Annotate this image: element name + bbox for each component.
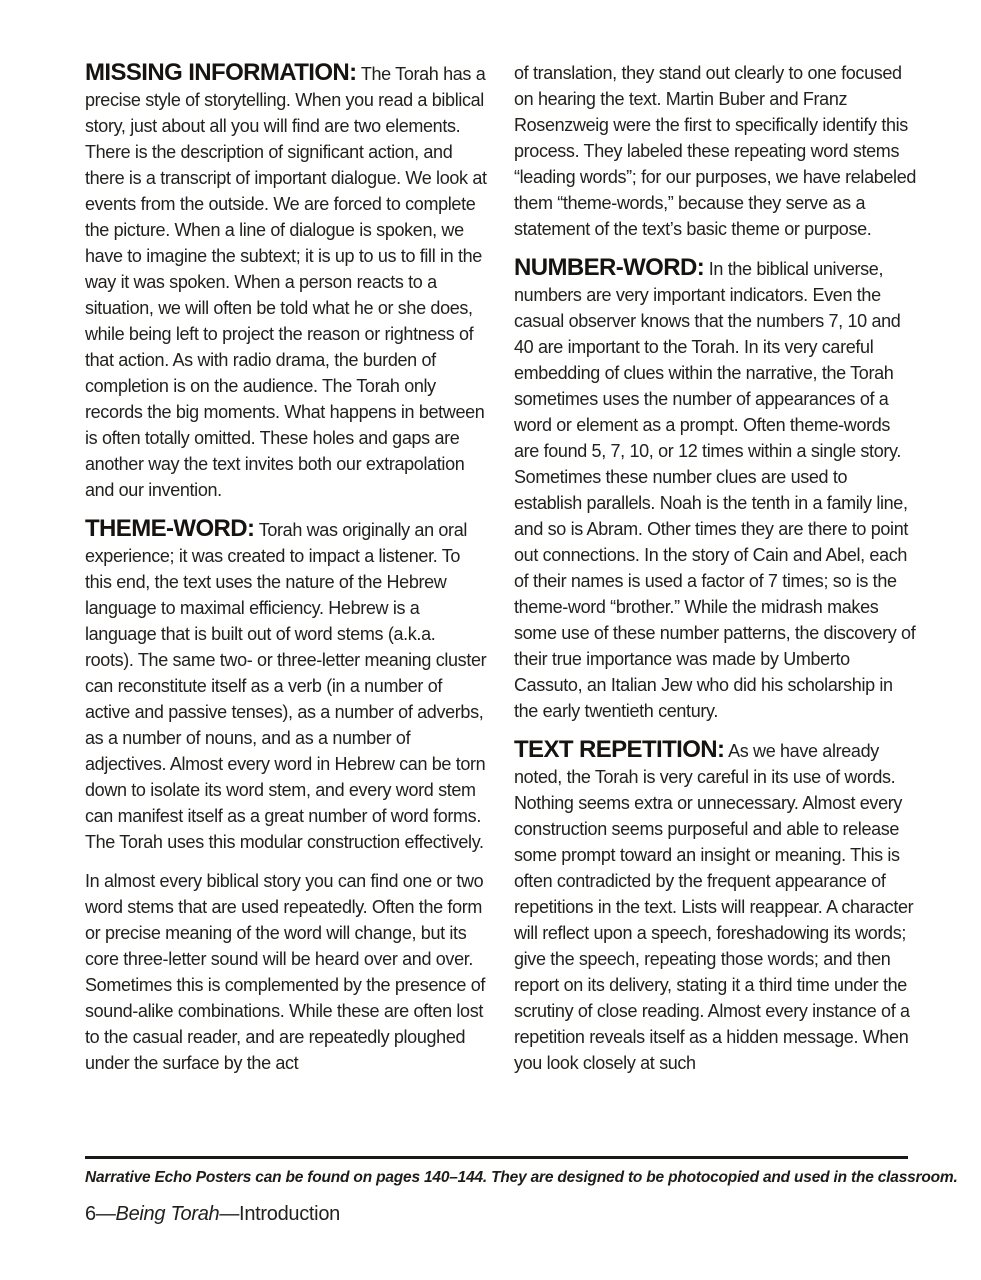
- footnote-divider-rule: [85, 1156, 908, 1159]
- section-heading-text-repetition: TEXT REPETITION:: [514, 736, 725, 763]
- section-name: —Introduction: [219, 1203, 340, 1225]
- section-heading-missing-information: MISSING INFORMATION:: [85, 59, 357, 86]
- paragraph-translation-continued-text: of translation, they stand out clearly to one focused on hearing the text. Martin Buber and Franz Rosenzweig were the first to specifically identify this process. They labeled these repeating word stems “leading words”; for our purposes, we have relabeled them “theme-words,” because they serve as a statement of the text’s basic theme or purpose.: [514, 63, 917, 239]
- section-number-word: [514, 255, 917, 724]
- paragraph-translation-continued: [514, 60, 917, 242]
- text-columns: [85, 60, 917, 1089]
- section-heading-number-word: NUMBER-WORD:: [514, 254, 705, 281]
- column-left: [85, 60, 488, 1089]
- section-body-number-word: In the biblical universe, numbers are very important indicators. Even the casual observer knows that the numbers 7, 10 and 40 are important to the Torah. In its very careful embedding of clues within the narrative, the Torah sometimes uses the number of appearances of a word or element as a prompt. Often theme-words are found 5, 7, 10, or 12 times within a single story. Sometimes these number clues are used to establish parallels. Noah is the tenth in a family line, and so is Abram. Other times they are there to point out connections. In the story of Cain and Abel, each of their names is used a factor of 7 times; so is the theme-word “brother.” While the midrash makes some use of these number patterns, the discovery of their true importance was made by Umberto Cassuto, an Italian Jew who did his scholarship in the early twentieth century.: [514, 259, 916, 721]
- section-heading-theme-word: THEME-WORD:: [85, 515, 255, 542]
- paragraph-theme-word-continued-text: In almost every biblical story you can find one or two word stems that are used repeatedly. Often the form or precise meaning of the word will change, but its core three-letter sound will be heard over and over. Sometimes this is complemented by the presence of sound-alike combinations. While these are often lost to the casual reader, and are repeatedly ploughed under the surface by the act: [85, 871, 486, 1073]
- footnote: Narrative Echo Posters can be found on pages 140–144. They are designed to be photocopied and used in the classroom.: [85, 1169, 958, 1186]
- section-body-theme-word: Torah was originally an oral experience; it was created to impact a listener. To this end, the text uses the nature of the Hebrew language to maximal efficiency. Hebrew is a language that is built out of word stems (a.k.a. roots). The same two- or three-letter meaning cluster can reconstitute itself as a verb (in a number of active and passive tenses), as a number of adverbs, as a number of nouns, and as a number of adjectives. Almost every word in Hebrew can be torn down to isolate its word stem, and every word stem can manifest itself as a great number of word forms. The Torah uses this modular construction effectively.: [85, 520, 487, 852]
- page-footer: [85, 1203, 340, 1226]
- paragraph-theme-word-continued: [85, 868, 488, 1076]
- book-title: Being Torah: [115, 1203, 220, 1225]
- column-right: [514, 60, 917, 1089]
- page-number: 6—: [85, 1203, 116, 1225]
- section-body-text-repetition: As we have already noted, the Torah is very careful in its use of words. Nothing seems extra or unnecessary. Almost every construction seems purposeful and able to release some prompt toward an insight or meaning. This is often contradicted by the frequent appearance of repetitions in the text. Lists will reappear. A character will reflect upon a speech, foreshadowing its words; give the speech, repeating those words; and then report on its delivery, stating it a third time under the scrutiny of close reading. Almost every instance of a repetition reveals itself as a hidden message. When you look closely at such: [514, 741, 914, 1073]
- section-missing-information: [85, 60, 488, 503]
- section-body-missing-information: The Torah has a precise style of storytelling. When you read a biblical story, just about all you will find are two elements. There is the description of significant action, and there is a transcript of important dialogue. We look at events from the outside. We are forced to complete the picture. When a line of dialogue is spoken, we have to imagine the subtext; it is up to us to fill in the way it was spoken. When a person reacts to a situation, we will often be told what he or she does, while being left to project the reason or rightness of that action. As with radio drama, the burden of completion is on the audience. The Torah only records the big moments. What happens in between is often totally omitted. These holes and gaps are another way the text invites both our extrapolation and our invention.: [85, 64, 487, 500]
- section-theme-word: [85, 516, 488, 855]
- section-text-repetition: [514, 737, 917, 1076]
